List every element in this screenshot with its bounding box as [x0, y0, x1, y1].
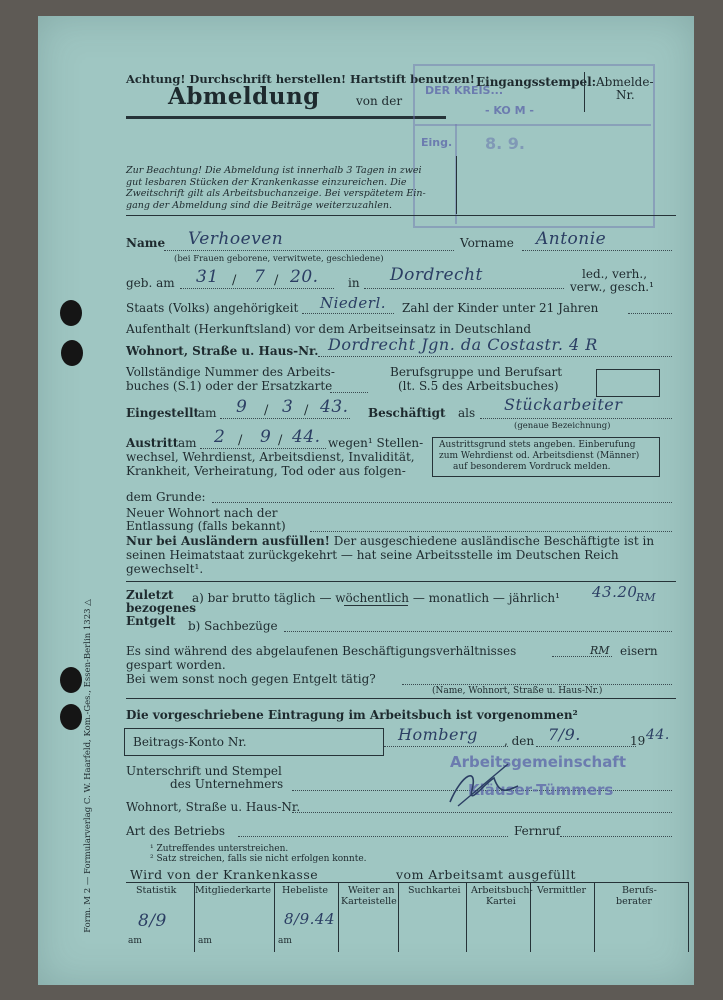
- hired-label: Eingestellt: [126, 406, 200, 420]
- employed-as-value: Stückarbeiter: [504, 395, 623, 414]
- vorname-value: Antonie: [536, 229, 607, 249]
- labour-office-title: vom Arbeitsamt ausgefüllt: [396, 867, 577, 882]
- col-mitgliederkarte: Mitgliederkarte: [195, 885, 272, 896]
- signature-label: Unterschrift und Stempel: [126, 764, 282, 778]
- col-weiter: Weiter an: [348, 885, 395, 896]
- punch-hole: [61, 340, 83, 366]
- children-label: Zahl der Kinder unter 21 Jahren: [402, 301, 599, 315]
- exit-day: 2: [214, 427, 226, 447]
- occupation-code-box: [596, 369, 660, 397]
- exit-year: 44.: [292, 427, 321, 447]
- instruction-notice: Zur Beachtung! Die Abmeldung ist innerhalb 3 Tagen in zwei gut lesbaren Stücken der Krankenkasse einzureichen. Die Zweitschrift gilt als Arbeitsbuchanzeige. Bei verspätetem Ein- gang der Abmeldung sind die Beiträge weiterzuzahlen.: [126, 165, 426, 211]
- company-stamp: Arbeitsgemeinschaft: [450, 753, 627, 771]
- exit-month: 9: [260, 427, 272, 447]
- copy-warning: Achtung! Durchschrift herstellen! Hartstift benutzen!: [126, 72, 475, 86]
- wage-value: 43.20: [592, 583, 638, 601]
- wage-cash-line: a) bar brutto täglich — wöchentlich — monatlich — jährlich¹: [192, 591, 560, 605]
- col-hebeliste: Hebeliste: [282, 885, 329, 896]
- workbook-label-1: Vollständige Nummer des Arbeits-: [126, 365, 335, 379]
- savings-text: Es sind während des abgelaufenen Beschäftigungsverhältnisses: [126, 644, 517, 658]
- title-suffix: von der: [356, 94, 403, 108]
- workbook-entry-statement: Die vorgeschriebene Eintragung im Arbeitsbuch ist vorgenommen²: [126, 708, 578, 722]
- signing-year: 44.: [646, 727, 670, 743]
- form-number-label: Abmelde-: [596, 75, 654, 89]
- benefits-in-kind-line: b) Sachbezüge: [188, 619, 278, 633]
- phone-label: Fernruf: [514, 824, 561, 838]
- nationality-value: Niederl.: [320, 294, 387, 312]
- nationality-label: Staats (Volks) angehörigkeit: [126, 301, 299, 315]
- col-statistik: Statistik: [136, 885, 177, 896]
- employer-signature: [438, 756, 528, 816]
- hired-year: 43.: [320, 397, 349, 417]
- col-suchkartei: Suchkartei: [408, 885, 461, 896]
- col-arbeitsbuchkartei: Arbeitsbuch-: [471, 885, 533, 896]
- birth-year: 20.: [290, 267, 319, 287]
- footnote-1: ¹ Zutreffendes unterstreichen.: [150, 844, 289, 854]
- address-label: Wohnort, Straße u. Haus-Nr.: [126, 344, 319, 358]
- other-employment-note: (Name, Wohnort, Straße u. Haus-Nr.): [432, 686, 603, 696]
- col-vermittler: Vermittler: [537, 885, 587, 896]
- foreigners-section: Nur bei Ausländern ausfüllen! Der ausgeschiedene ausländische Beschäftigte ist in seinen Heimatstaat zurückgekehrt — hat seine Arbeitsstelle im Deutschen Reich gewechselt¹.: [126, 534, 655, 576]
- name-value: Verhoeven: [188, 229, 284, 249]
- health-insurance-title: Wird von der Krankenkasse: [130, 867, 319, 882]
- hebeliste-value: 8/9.44: [284, 910, 335, 928]
- other-employment-label: Bei wem sonst noch gegen Entgelt tätig?: [126, 672, 376, 686]
- punch-hole: [60, 704, 82, 730]
- statistik-value: 8/9: [138, 911, 167, 931]
- birth-in-label: in: [348, 276, 360, 290]
- occupation-label-1: Berufsgruppe und Berufsart: [390, 365, 563, 379]
- col-berufsberater: Berufs-: [622, 885, 657, 896]
- marital-options-2: verw., gesch.¹: [570, 280, 654, 294]
- birth-label: geb. am: [126, 276, 175, 290]
- business-address-label: Wohnort, Straße u. Haus-Nr.: [126, 800, 301, 814]
- vorname-label: Vorname: [460, 236, 514, 250]
- receipt-stamp-label: Eingangsstempel:: [476, 75, 597, 89]
- birth-day: 31: [196, 267, 219, 287]
- exit-reason-text: wegen¹ Stellen-: [328, 436, 424, 450]
- signing-place: Homberg: [398, 725, 478, 744]
- exit-reason-box: Austrittsgrund stets angeben. Einberufung zum Wehrdienst od. Arbeitsdienst (Männer) auf besonderem Vordruck melden.: [432, 437, 660, 477]
- name-label: Name: [126, 236, 166, 250]
- printer-imprint: Form. M 2 — Formularverlag C. W. Haarfeld, Kom.-Ges., Essen-Berlin 1323 △: [83, 599, 93, 933]
- name-note: (bei Frauen geborene, verwitwete, geschiedene): [174, 254, 384, 264]
- contribution-account-box: Beitrags-Konto Nr.: [124, 728, 384, 756]
- birth-place: Dordrecht: [390, 265, 483, 285]
- signing-date: 7/9.: [548, 725, 581, 744]
- employed-as-label: Beschäftigt: [368, 406, 446, 420]
- workbook-label-2: buches (S.1) oder der Ersatzkarte: [126, 379, 333, 393]
- form-sheet: Form. M 2 — Formularverlag C. W. Haarfeld, Kom.-Ges., Essen-Berlin 1323 △ Achtung! Durchschrift herstellen! Hartstift benutzen! Abmeldung von der Eingangsstempel: Abmelde- Nr. DER KREIS... - KO M - Eing. 8. 9. Zur Beachtung! Die Abmeldung ist innerhalb 3 Tagen in zwei gut lesbaren Stücken der Krankenkasse einzureichen. Die Zweitschrift gilt als Arbeitsbuchanzeige. Bei verspätetem Ein- gang der Abmeldung sind die Beiträge weiterzuzahlen. Name Verhoeven (bei Frauen geborene, verwitwete, geschiedene) Vorname Antonie geb. am 31 / 7 / 20. in Dordrecht led., verh., verw., gesch.¹ Staats (Volks) angehörigkeit Niederl. Zahl der Kinder unter 21 Jahren Aufenthalt (Herkunftsland) vor dem Arbeitseinsatz in Deutschland Wohnort, Straße u. Haus-Nr. Dordrecht Jgn. da Costastr. 4 R Vollständige Nummer des Arbeits- buches (S.1) oder der Ersatzkarte Berufsgruppe und Berufsart (lt. S.5 des Arbeitsbuches) Eingestellt am 9 / 3 / 43. Beschäftigt als Stückarbeiter (genaue Bezeichnung) Austritt am 2 / 9 / 44. wegen¹ Stellen- wechsel, Wehrdienst, Arbeitsdienst, Invalidität, Krankheit, Verheiratung, Tod oder aus folgen- dem Grunde: Austrittsgrund stets angeben. Einberufung zum Wehrdienst od. Arbeitsdienst (Männer) auf besonderem Vordruck melden. Neuer Wohnort nach der Entlassung (falls bekannt) Nur bei Ausländern ausfüllen! Der ausgeschiedene ausländische Beschäftigte ist in seinen Heimatstaat zurückgekehrt — hat seine Arbeitsstelle im Deutschen Reich gewechselt¹. Zuletzt bezogenes Entgelt a) bar brutto täglich — wöchentlich — monatlich — jährlich¹ 43.20 RM b) Sachbezüge Es sind während des abgelaufenen Beschäftigungsverhältnisses RM eisern gespart worden. Bei wem sonst noch gegen Entgelt tätig? (Name, Wohnort, Straße u. Haus-Nr.) Die vorgeschriebene Eintragung im Arbeitsbuch ist vorgenommen² Beitrags-Konto Nr. Homberg , den 7/9. 19 44. Unterschrift und Stempel des Unternehmers Arbeitsgemeinschaft Kläuser-Tümmers Wohnort, Straße u. Haus-Nr. Art des Betriebs Fernruf ¹ Zutreffendes unterstreichen. ² Satz streichen, falls sie nicht erfolgen konnte. Wird von der Krankenkasse vom Arbeitsamt ausgefüllt Statistik Mitgliederkarte Hebeliste Weiter an Karteistelle Suchkartei Arbeitsbuch- Kartei Vermittler Berufs- berater 8/9 8/9.44 am am am: [38, 16, 694, 985]
- new-address-label: Neuer Wohnort nach der: [126, 506, 278, 520]
- receipt-stamp: DER KREIS... - KO M - Eing. 8. 9.: [413, 64, 655, 228]
- exact-designation-note: (genaue Bezeichnung): [514, 421, 611, 431]
- residence-label: Aufenthalt (Herkunftsland) vor dem Arbeitseinsatz in Deutschland: [126, 322, 532, 336]
- hired-day: 9: [236, 397, 248, 417]
- punch-hole: [60, 667, 82, 693]
- occupation-label-2: (lt. S.5 des Arbeitsbuches): [398, 379, 559, 393]
- footnote-2: ² Satz streichen, falls sie nicht erfolgen konnte.: [150, 854, 367, 864]
- exit-label: Austritt: [126, 436, 179, 450]
- marital-options-1: led., verh.,: [582, 267, 648, 281]
- form-number-label-2: Nr.: [616, 88, 635, 102]
- birth-month: 7: [254, 267, 266, 287]
- business-type-label: Art des Betriebs: [126, 824, 226, 838]
- punch-hole: [60, 300, 82, 326]
- hired-month: 3: [282, 397, 294, 417]
- wage-unit: RM: [636, 591, 656, 604]
- page-title: Abmeldung: [168, 83, 320, 110]
- address-value: Dordrecht Jgn. da Costastr. 4 R: [328, 335, 598, 354]
- wage-label: Zuletzt: [126, 588, 174, 602]
